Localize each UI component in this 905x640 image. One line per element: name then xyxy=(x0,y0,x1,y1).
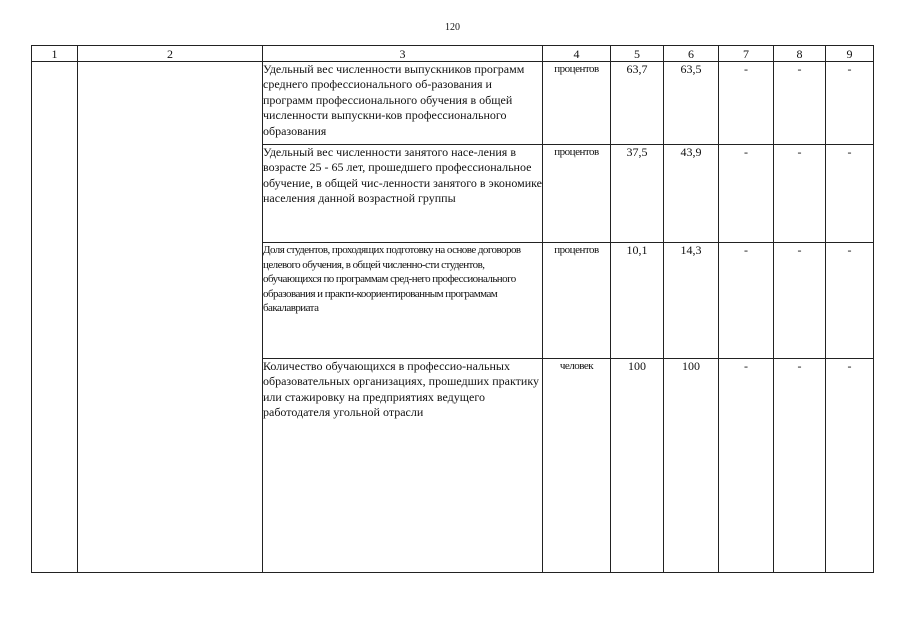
column-header-2: 2 xyxy=(78,46,263,62)
value-col5-cell: 63,7 xyxy=(611,62,664,145)
value-col9-cell: - xyxy=(826,243,874,359)
value-col8-cell: - xyxy=(774,62,826,145)
value-col8-cell: - xyxy=(774,145,826,243)
value-col6-cell: 14,3 xyxy=(664,243,719,359)
column-header-1: 1 xyxy=(32,46,78,62)
value-col6-cell: 63,5 xyxy=(664,62,719,145)
indicators-table xyxy=(31,45,874,573)
page-number: 120 xyxy=(445,22,460,33)
indicator-cell: Удельный вес численности занятого насе-ления в возрасте 25 - 65 лет, прошедшего профессиональное обучение, в общей чис-ленности занятого в экономике населения данной возрастной группы xyxy=(263,145,543,243)
column-header-9: 9 xyxy=(826,46,874,62)
unit-cell: процентов xyxy=(543,243,611,359)
column-header-4: 4 xyxy=(543,46,611,62)
indicator-cell: Удельный вес численности выпускников программ среднего профессионального об-разования и программ профессионального обучения в общей численности выпускни-ков профессионального образования xyxy=(263,62,543,145)
header-row xyxy=(32,46,874,62)
value-col9-cell: - xyxy=(826,359,874,573)
column-header-3: 3 xyxy=(263,46,543,62)
column-2-cell xyxy=(78,62,263,573)
column-header-7: 7 xyxy=(719,46,774,62)
value-col8-cell: - xyxy=(774,359,826,573)
column-header-8: 8 xyxy=(774,46,826,62)
value-col7-cell: - xyxy=(719,359,774,573)
value-col5-cell: 100 xyxy=(611,359,664,573)
indicator-cell: Количество обучающихся в профессио-нальных образовательных организациях, прошедших практику или стажировку на предприятиях ведущего работодателя угольной отрасли xyxy=(263,359,543,573)
value-col7-cell: - xyxy=(719,62,774,145)
value-col9-cell: - xyxy=(826,145,874,243)
value-col7-cell: - xyxy=(719,243,774,359)
unit-cell: процентов xyxy=(543,62,611,145)
table-row xyxy=(32,62,874,145)
column-1-cell xyxy=(32,62,78,573)
value-col7-cell: - xyxy=(719,145,774,243)
column-header-6: 6 xyxy=(664,46,719,62)
unit-cell: человек xyxy=(543,359,611,573)
value-col9-cell: - xyxy=(826,62,874,145)
value-col5-cell: 37,5 xyxy=(611,145,664,243)
value-col6-cell: 100 xyxy=(664,359,719,573)
value-col8-cell: - xyxy=(774,243,826,359)
value-col5-cell: 10,1 xyxy=(611,243,664,359)
unit-cell: процентов xyxy=(543,145,611,243)
value-col6-cell: 43,9 xyxy=(664,145,719,243)
column-header-5: 5 xyxy=(611,46,664,62)
indicator-cell: Доля студентов, проходящих подготовку на основе договоров целевого обучения, в общей численно-сти студентов, обучающихся по программам сред-него профессионального образования и практи-коориентированным программам бакалавриата xyxy=(263,243,543,359)
